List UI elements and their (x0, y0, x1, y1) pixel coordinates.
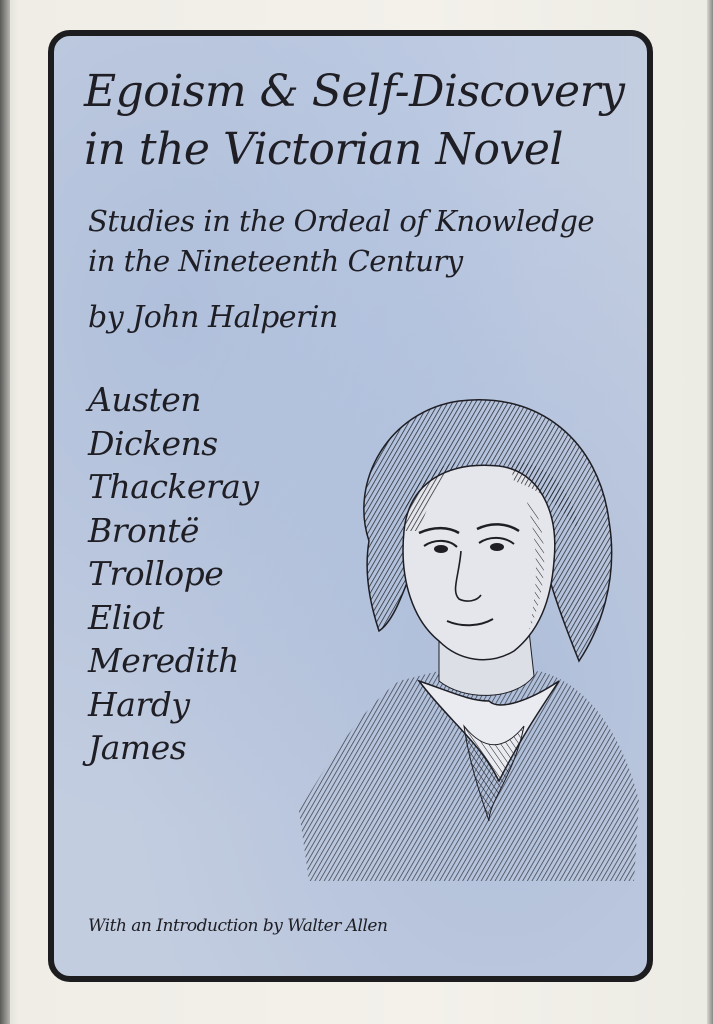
author-name: Austen (88, 380, 202, 419)
spine-edge (0, 0, 10, 1024)
cover-panel (48, 30, 653, 982)
author-name: Hardy (88, 684, 190, 724)
right-edge (707, 0, 713, 1024)
author-list (88, 378, 259, 770)
author-name: James (88, 728, 187, 767)
author-name: Thackeray (88, 467, 259, 506)
subtitle-line-1: Studies in the Ordeal of Knowledge (88, 204, 595, 238)
introduction-credit: With an Introduction by Walter Allen (88, 916, 388, 936)
author-name: Meredith (88, 641, 239, 680)
title-line-1: Egoism & Self-Discovery (84, 66, 625, 117)
author-name: Eliot (88, 597, 164, 637)
author-name: Dickens (88, 423, 218, 463)
portrait-engraving (289, 381, 649, 881)
title-line-2: in the Victorian Novel (84, 124, 563, 175)
author-name: Brontë (88, 510, 199, 550)
author-name: Trollope (88, 554, 224, 593)
byline: by John Halperin (88, 300, 338, 335)
subtitle-line-2: in the Nineteenth Century (88, 244, 463, 278)
